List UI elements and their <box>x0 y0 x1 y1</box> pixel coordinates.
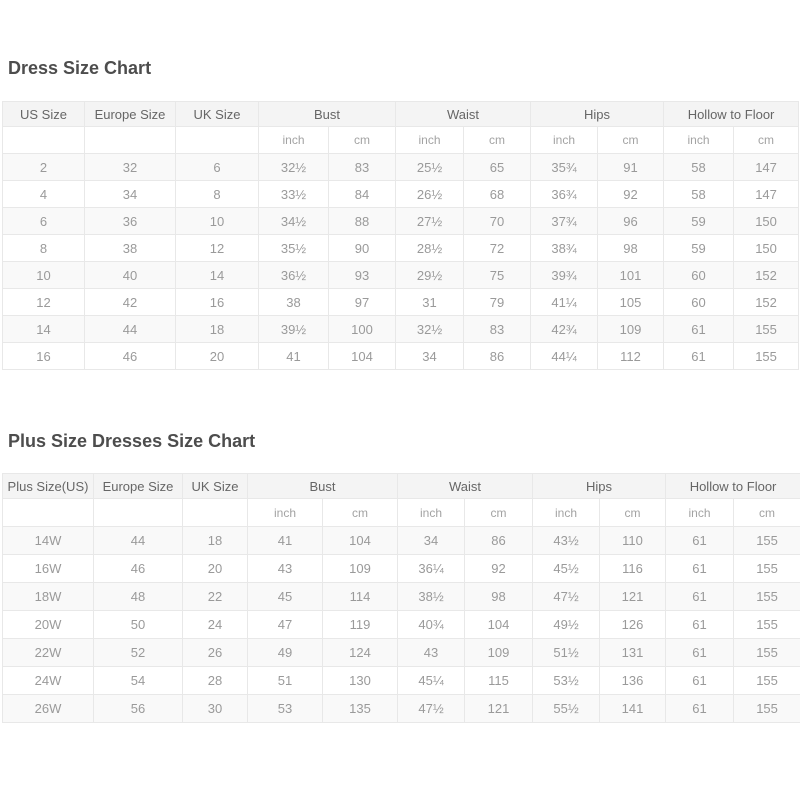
table-cell: 79 <box>464 289 531 316</box>
table-row <box>3 208 799 235</box>
empty-header-cell <box>85 127 176 154</box>
table-cell: 93 <box>329 262 396 289</box>
table-cell: 37¾ <box>531 208 598 235</box>
table-cell: 61 <box>666 583 734 611</box>
table-cell: 124 <box>323 639 398 667</box>
table-cell: 42 <box>85 289 176 316</box>
table-cell: 147 <box>734 154 799 181</box>
table-cell: 130 <box>323 667 398 695</box>
table-cell: 29½ <box>396 262 464 289</box>
table-row <box>3 555 800 583</box>
table-cell: 131 <box>600 639 666 667</box>
table-cell: 114 <box>323 583 398 611</box>
table-cell: 126 <box>600 611 666 639</box>
table-cell: 55½ <box>533 695 600 723</box>
table-cell: 97 <box>329 289 396 316</box>
table-cell: 86 <box>465 527 533 555</box>
table-cell: 20 <box>183 555 248 583</box>
table-row <box>3 611 800 639</box>
table-cell: 104 <box>323 527 398 555</box>
unit-header-row <box>3 499 800 527</box>
table-cell: 38½ <box>398 583 465 611</box>
table-cell: 48 <box>94 583 183 611</box>
table-cell: 49 <box>248 639 323 667</box>
table-row <box>3 181 799 208</box>
column-header-europe-size: Europe Size <box>94 474 183 499</box>
table-cell: 41¼ <box>531 289 598 316</box>
table-cell: 26½ <box>396 181 464 208</box>
table-cell: 18 <box>176 316 259 343</box>
unit-header-inch: inch <box>259 127 329 154</box>
table-cell: 51½ <box>533 639 600 667</box>
table-cell: 34 <box>396 343 464 370</box>
table-cell: 92 <box>465 555 533 583</box>
column-header-hips: Hips <box>533 474 666 499</box>
table-cell: 47 <box>248 611 323 639</box>
table-cell: 116 <box>600 555 666 583</box>
table-cell: 43 <box>248 555 323 583</box>
table-cell: 60 <box>664 289 734 316</box>
table-cell: 22W <box>3 639 94 667</box>
table-cell: 24 <box>183 611 248 639</box>
empty-header-cell <box>176 127 259 154</box>
column-header-uk-size: UK Size <box>183 474 248 499</box>
table-cell: 58 <box>664 181 734 208</box>
table-cell: 44¼ <box>531 343 598 370</box>
table-cell: 150 <box>734 235 799 262</box>
table-cell: 47½ <box>398 695 465 723</box>
table-row <box>3 289 799 316</box>
table-cell: 61 <box>666 639 734 667</box>
table-cell: 53½ <box>533 667 600 695</box>
table-cell: 44 <box>85 316 176 343</box>
table-cell: 92 <box>598 181 664 208</box>
column-header-waist: Waist <box>396 102 531 127</box>
unit-header-cm: cm <box>323 499 398 527</box>
table-cell: 8 <box>3 235 85 262</box>
table-cell: 110 <box>600 527 666 555</box>
table-cell: 56 <box>94 695 183 723</box>
table-cell: 4 <box>3 181 85 208</box>
table-cell: 28 <box>183 667 248 695</box>
empty-header-cell <box>94 499 183 527</box>
table-cell: 59 <box>664 235 734 262</box>
table-cell: 12 <box>3 289 85 316</box>
table-cell: 155 <box>734 316 799 343</box>
table-cell: 61 <box>666 555 734 583</box>
table-cell: 22 <box>183 583 248 611</box>
table-cell: 20W <box>3 611 94 639</box>
table-cell: 46 <box>85 343 176 370</box>
unit-header-inch: inch <box>531 127 598 154</box>
table-cell: 155 <box>734 667 800 695</box>
unit-header-inch: inch <box>664 127 734 154</box>
dress-size-chart-table <box>2 101 799 370</box>
column-header-plus-size-us: Plus Size(US) <box>3 474 94 499</box>
unit-header-cm: cm <box>464 127 531 154</box>
unit-header-inch: inch <box>398 499 465 527</box>
table-cell: 136 <box>600 667 666 695</box>
table-cell: 38 <box>259 289 329 316</box>
table-cell: 109 <box>323 555 398 583</box>
table-cell: 155 <box>734 527 800 555</box>
table-cell: 45½ <box>533 555 600 583</box>
table-cell: 68 <box>464 181 531 208</box>
table-cell: 147 <box>734 181 799 208</box>
table-cell: 61 <box>664 343 734 370</box>
unit-header-inch: inch <box>666 499 734 527</box>
unit-header-inch: inch <box>248 499 323 527</box>
table-cell: 39¾ <box>531 262 598 289</box>
table-cell: 25½ <box>396 154 464 181</box>
table-cell: 16W <box>3 555 94 583</box>
empty-header-cell <box>183 499 248 527</box>
table-cell: 45 <box>248 583 323 611</box>
table-cell: 36¼ <box>398 555 465 583</box>
table-row <box>3 154 799 181</box>
table-cell: 10 <box>176 208 259 235</box>
table-cell: 119 <box>323 611 398 639</box>
table-cell: 98 <box>465 583 533 611</box>
table-cell: 36¾ <box>531 181 598 208</box>
table-cell: 34 <box>85 181 176 208</box>
unit-header-inch: inch <box>396 127 464 154</box>
table-cell: 135 <box>323 695 398 723</box>
table-cell: 28½ <box>396 235 464 262</box>
unit-header-cm: cm <box>734 499 800 527</box>
table-cell: 90 <box>329 235 396 262</box>
table-row <box>3 235 799 262</box>
unit-header-cm: cm <box>600 499 666 527</box>
table-row <box>3 343 799 370</box>
table-cell: 98 <box>598 235 664 262</box>
table-cell: 155 <box>734 695 800 723</box>
table-cell: 115 <box>465 667 533 695</box>
table-cell: 155 <box>734 555 800 583</box>
table-row <box>3 527 800 555</box>
table-cell: 8 <box>176 181 259 208</box>
table-cell: 61 <box>666 611 734 639</box>
table-cell: 44 <box>94 527 183 555</box>
table-cell: 41 <box>259 343 329 370</box>
table-cell: 47½ <box>533 583 600 611</box>
table-cell: 14 <box>176 262 259 289</box>
table-cell: 32½ <box>259 154 329 181</box>
table-cell: 43 <box>398 639 465 667</box>
column-header-bust: Bust <box>259 102 396 127</box>
table-row <box>3 667 800 695</box>
table-cell: 34½ <box>259 208 329 235</box>
table-cell: 112 <box>598 343 664 370</box>
table-cell: 105 <box>598 289 664 316</box>
table-cell: 152 <box>734 262 799 289</box>
column-header-hips: Hips <box>531 102 664 127</box>
table-cell: 61 <box>666 695 734 723</box>
column-header-row <box>3 474 800 499</box>
table-cell: 109 <box>465 639 533 667</box>
table-cell: 152 <box>734 289 799 316</box>
column-header-us-size: US Size <box>3 102 85 127</box>
table-cell: 86 <box>464 343 531 370</box>
table-cell: 50 <box>94 611 183 639</box>
column-header-bust: Bust <box>248 474 398 499</box>
table-cell: 100 <box>329 316 396 343</box>
unit-header-cm: cm <box>598 127 664 154</box>
unit-header-inch: inch <box>533 499 600 527</box>
table-cell: 12 <box>176 235 259 262</box>
table-cell: 33½ <box>259 181 329 208</box>
column-header-hollow-to-floor: Hollow to Floor <box>666 474 800 499</box>
table-cell: 61 <box>666 527 734 555</box>
table-cell: 51 <box>248 667 323 695</box>
table-cell: 36 <box>85 208 176 235</box>
table-cell: 52 <box>94 639 183 667</box>
table-cell: 70 <box>464 208 531 235</box>
table-cell: 58 <box>664 154 734 181</box>
dress-size-chart-title: Dress Size Chart <box>8 58 152 78</box>
table-cell: 101 <box>598 262 664 289</box>
table-cell: 155 <box>734 639 800 667</box>
table-row <box>3 639 800 667</box>
table-cell: 39½ <box>259 316 329 343</box>
table-cell: 34 <box>398 527 465 555</box>
column-header-europe-size: Europe Size <box>85 102 176 127</box>
table-cell: 83 <box>329 154 396 181</box>
table-cell: 14W <box>3 527 94 555</box>
table-cell: 32 <box>85 154 176 181</box>
plus-size-chart-title: Plus Size Dresses Size Chart <box>8 431 256 451</box>
table-cell: 38¾ <box>531 235 598 262</box>
table-cell: 121 <box>465 695 533 723</box>
table-cell: 59 <box>664 208 734 235</box>
table-cell: 20 <box>176 343 259 370</box>
table-cell: 88 <box>329 208 396 235</box>
unit-header-cm: cm <box>734 127 799 154</box>
table-cell: 53 <box>248 695 323 723</box>
table-cell: 75 <box>464 262 531 289</box>
table-cell: 41 <box>248 527 323 555</box>
table-cell: 60 <box>664 262 734 289</box>
table-cell: 61 <box>666 667 734 695</box>
table-cell: 43½ <box>533 527 600 555</box>
table-cell: 36½ <box>259 262 329 289</box>
table-cell: 26W <box>3 695 94 723</box>
table-cell: 155 <box>734 611 800 639</box>
table-cell: 42¾ <box>531 316 598 343</box>
table-cell: 35¾ <box>531 154 598 181</box>
table-cell: 46 <box>94 555 183 583</box>
column-header-waist: Waist <box>398 474 533 499</box>
table-cell: 40¾ <box>398 611 465 639</box>
table-cell: 6 <box>3 208 85 235</box>
table-cell: 6 <box>176 154 259 181</box>
column-header-row <box>3 102 799 127</box>
table-cell: 31 <box>396 289 464 316</box>
empty-header-cell <box>3 499 94 527</box>
column-header-uk-size: UK Size <box>176 102 259 127</box>
unit-header-cm: cm <box>329 127 396 154</box>
table-row <box>3 583 800 611</box>
table-cell: 16 <box>176 289 259 316</box>
table-row <box>3 262 799 289</box>
table-cell: 150 <box>734 208 799 235</box>
table-cell: 121 <box>600 583 666 611</box>
table-cell: 2 <box>3 154 85 181</box>
table-cell: 155 <box>734 583 800 611</box>
table-cell: 54 <box>94 667 183 695</box>
unit-header-row <box>3 127 799 154</box>
table-cell: 72 <box>464 235 531 262</box>
table-cell: 27½ <box>396 208 464 235</box>
table-cell: 14 <box>3 316 85 343</box>
table-cell: 155 <box>734 343 799 370</box>
table-cell: 61 <box>664 316 734 343</box>
table-cell: 32½ <box>396 316 464 343</box>
column-header-hollow-to-floor: Hollow to Floor <box>664 102 799 127</box>
table-cell: 18W <box>3 583 94 611</box>
unit-header-cm: cm <box>465 499 533 527</box>
table-cell: 26 <box>183 639 248 667</box>
table-cell: 40 <box>85 262 176 289</box>
table-row <box>3 316 799 343</box>
table-cell: 38 <box>85 235 176 262</box>
table-cell: 45¼ <box>398 667 465 695</box>
table-cell: 104 <box>329 343 396 370</box>
table-cell: 96 <box>598 208 664 235</box>
table-row <box>3 695 800 723</box>
table-cell: 18 <box>183 527 248 555</box>
table-cell: 49½ <box>533 611 600 639</box>
empty-header-cell <box>3 127 85 154</box>
plus-size-chart-table <box>2 473 800 723</box>
table-cell: 35½ <box>259 235 329 262</box>
table-cell: 30 <box>183 695 248 723</box>
table-cell: 141 <box>600 695 666 723</box>
table-cell: 104 <box>465 611 533 639</box>
table-cell: 65 <box>464 154 531 181</box>
table-cell: 84 <box>329 181 396 208</box>
table-cell: 109 <box>598 316 664 343</box>
table-cell: 24W <box>3 667 94 695</box>
table-cell: 16 <box>3 343 85 370</box>
table-cell: 83 <box>464 316 531 343</box>
table-cell: 10 <box>3 262 85 289</box>
table-cell: 91 <box>598 154 664 181</box>
